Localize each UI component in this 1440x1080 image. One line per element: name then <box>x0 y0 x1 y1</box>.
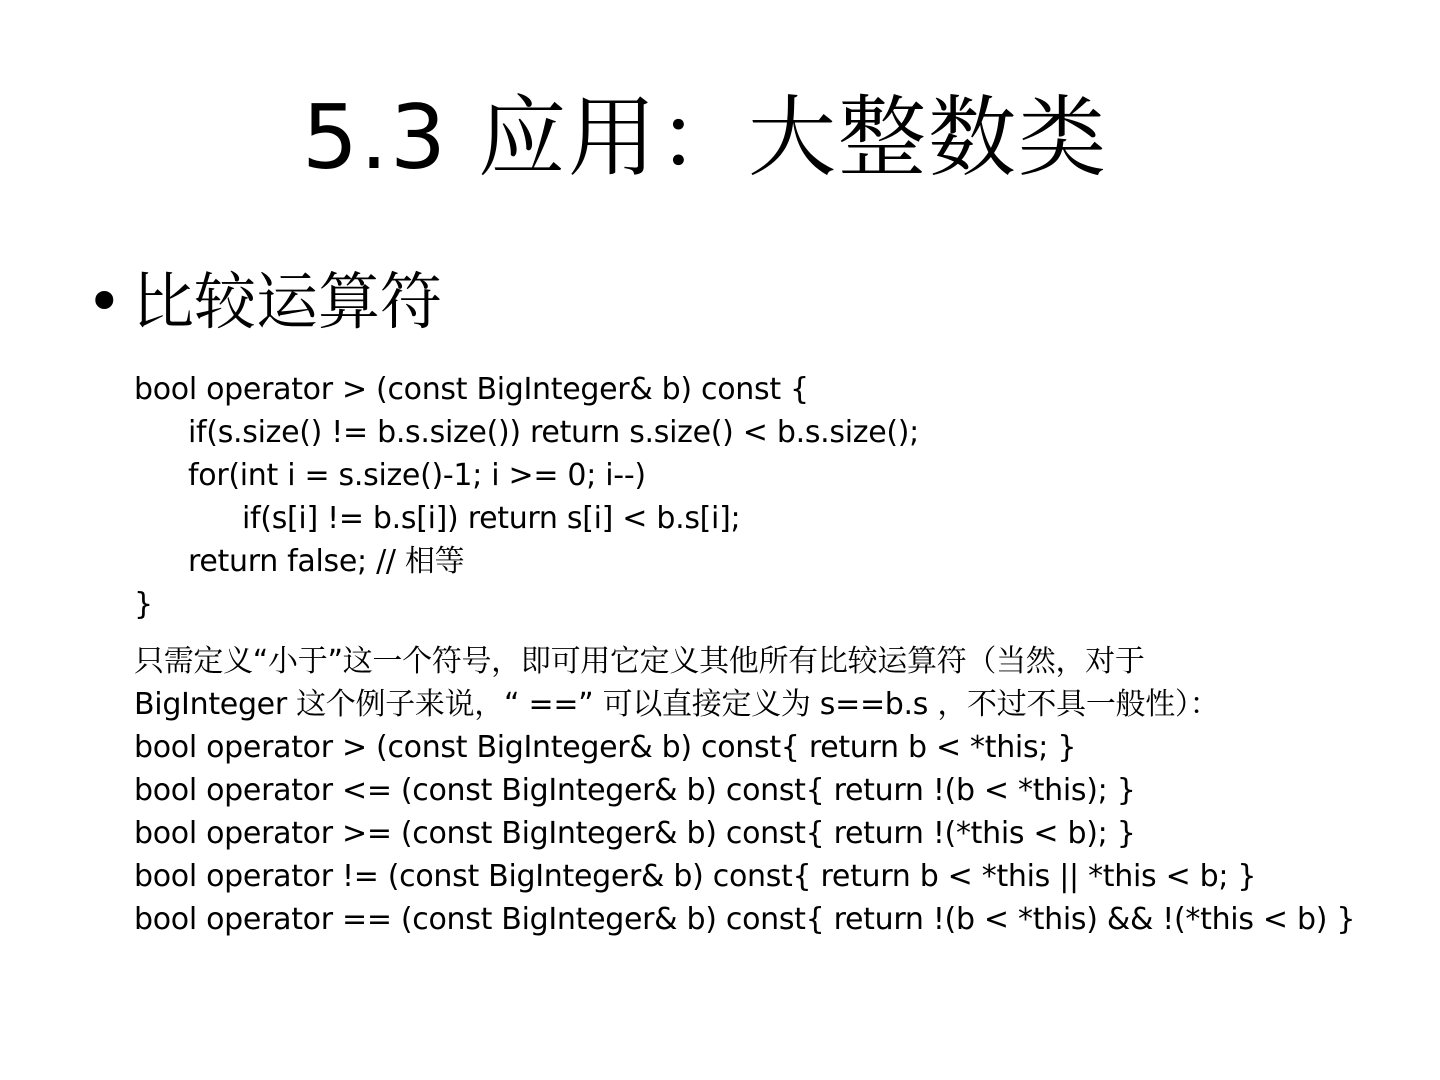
bullet-heading <box>86 262 442 342</box>
operator-line: bool operator > (const BigInteger& b) const{ return b < *this; } <box>134 730 1077 765</box>
operator-definitions <box>134 726 1355 941</box>
code-line: return false; // 相等 <box>188 544 465 579</box>
explanation-line: 只需定义“小于”这一个符号，即可用它定义其他所有比较运算符（当然，对于 <box>134 644 1145 679</box>
explanation-line: BigInteger 这个例子来说，“ ==” 可以直接定义为 s==b.s ，不过不具一般性）： <box>134 687 1220 722</box>
code-block <box>134 368 919 626</box>
operator-line: bool operator <= (const BigInteger& b) const{ return !(b < *this); } <box>134 773 1136 808</box>
code-line: if(s[i] != b.s[i]) return s[i] < b.s[i]; <box>242 501 741 536</box>
code-line: } <box>134 587 153 622</box>
bullet-marker: • <box>86 265 123 338</box>
code-line: if(s.size() != b.s.size()) return s.size() < b.s.size(); <box>188 415 919 450</box>
operator-line: bool operator == (const BigInteger& b) const{ return !(b < *this) && !(*this < b) } <box>134 902 1356 937</box>
code-line: bool operator > (const BigInteger& b) const { <box>134 372 809 407</box>
operator-line: bool operator >= (const BigInteger& b) const{ return !(*this < b); } <box>134 816 1136 851</box>
bullet-text: 比较运算符 <box>132 265 443 338</box>
slide-title: 5.3 应用：大整数类 <box>302 86 1108 189</box>
operator-line: bool operator != (const BigInteger& b) const{ return b < *this || *this < b; } <box>134 859 1257 894</box>
explanation-text <box>134 640 1219 726</box>
code-line: for(int i = s.size()-1; i >= 0; i--) <box>188 458 646 493</box>
